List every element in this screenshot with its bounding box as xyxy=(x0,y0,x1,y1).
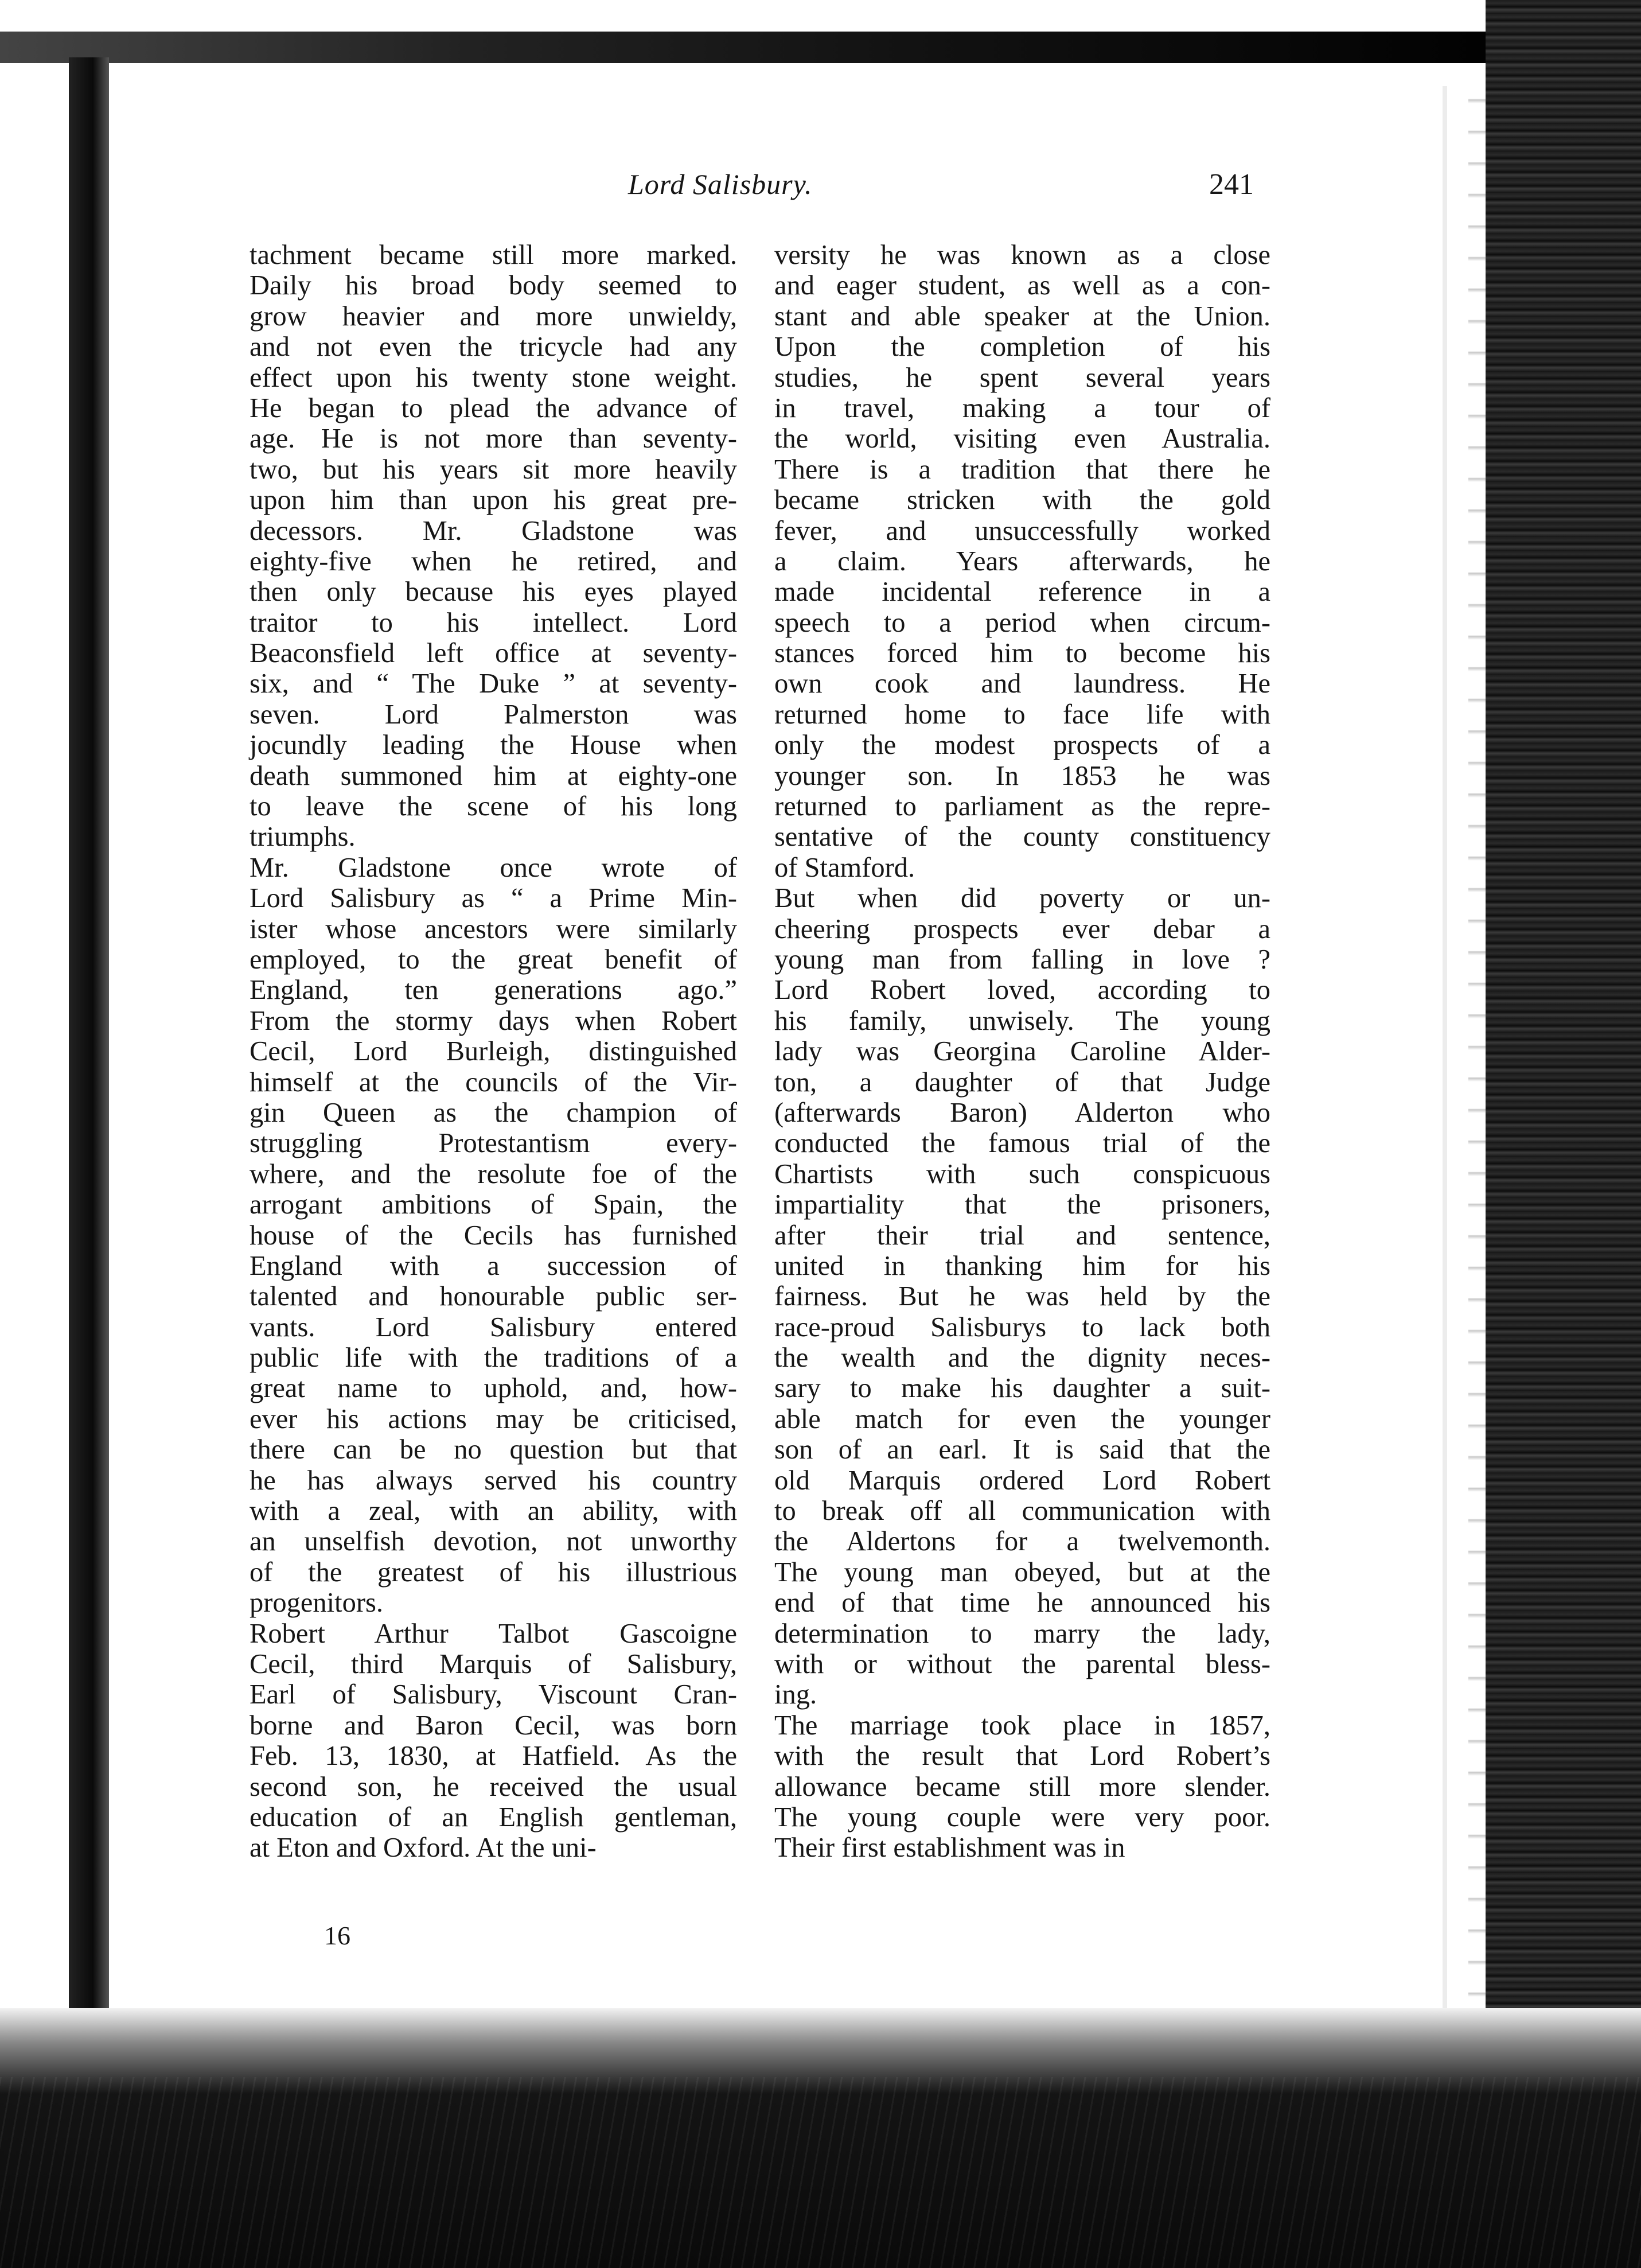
text-line: himself at the councils of the Vir- xyxy=(250,1067,737,1098)
text-line: younger son. In 1853 he was xyxy=(774,760,1270,791)
text-line: studies, he spent several years xyxy=(774,362,1270,393)
right-text-column xyxy=(774,240,1270,1864)
text-line: speech to a period when circum- xyxy=(774,607,1270,638)
text-line: Daily his broad body seemed to xyxy=(250,270,737,301)
text-line: to leave the scene of his long xyxy=(250,791,737,822)
text-line: fairness. But he was held by the xyxy=(774,1281,1270,1312)
text-line: education of an English gentleman, xyxy=(250,1802,737,1833)
text-line: ton, a daughter of that Judge xyxy=(774,1067,1270,1098)
text-line: the Aldertons for a twelvemonth. xyxy=(774,1526,1270,1557)
text-line: six, and “ The Duke ” at seventy- xyxy=(250,668,737,699)
text-line: son of an earl. It is said that the xyxy=(774,1434,1270,1465)
text-line: tachment became still more marked. xyxy=(250,240,737,270)
text-line: there can be no question but that xyxy=(250,1434,737,1465)
text-line: The young man obeyed, but at the xyxy=(774,1557,1270,1588)
text-line: versity he was known as a close xyxy=(774,240,1270,270)
text-line: allowance became still more slender. xyxy=(774,1771,1270,1802)
text-line: But when did poverty or un- xyxy=(774,883,1270,914)
text-line: the world, visiting even Australia. xyxy=(774,423,1270,454)
text-line: death summoned him at eighty-one xyxy=(250,760,737,791)
text-line: age. He is not more than seventy- xyxy=(250,423,737,454)
text-line: triumphs. xyxy=(250,822,356,853)
text-line: his family, unwisely. The young xyxy=(774,1005,1270,1036)
text-line: two, but his years sit more heavily xyxy=(250,454,737,485)
text-line: arrogant ambitions of Spain, the xyxy=(250,1189,737,1220)
text-line: eighty-five when he retired, and xyxy=(250,546,737,577)
text-line: ever his actions may be criticised, xyxy=(250,1403,737,1434)
text-line: became stricken with the gold xyxy=(774,485,1270,516)
text-line: jocundly leading the House when xyxy=(250,730,737,761)
text-line: ister whose ancestors were similarly xyxy=(250,913,737,944)
text-line: after their trial and sentence, xyxy=(774,1220,1270,1251)
text-line: returned to parliament as the repre- xyxy=(774,791,1270,822)
signature-mark: 16 xyxy=(324,1921,350,1950)
text-line: made incidental reference in a xyxy=(774,577,1270,608)
text-line: house of the Cecils has furnished xyxy=(250,1220,737,1251)
text-line: cheering prospects ever debar a xyxy=(774,913,1270,944)
text-line: vants. Lord Salisbury entered xyxy=(250,1312,737,1343)
text-line: in travel, making a tour of xyxy=(774,392,1270,423)
text-line: with the result that Lord Robert’s xyxy=(774,1741,1270,1772)
text-line: He began to plead the advance of xyxy=(250,392,737,423)
text-line: England with a succession of xyxy=(250,1250,737,1281)
text-line: Feb. 13, 1830, at Hatfield. As the xyxy=(250,1741,737,1772)
text-line: to break off all communication with xyxy=(774,1496,1270,1527)
text-line: own cook and laundress. He xyxy=(774,668,1270,699)
text-line: Cecil, Lord Burleigh, distinguished xyxy=(250,1036,737,1067)
text-line: Chartists with such conspicuous xyxy=(774,1158,1270,1189)
text-line: The marriage took place in 1857, xyxy=(774,1710,1270,1741)
text-line: and eager student, as well as a con- xyxy=(774,270,1270,301)
text-line: effect upon his twenty stone weight. xyxy=(250,362,737,393)
text-line: great name to uphold, and, how- xyxy=(250,1373,737,1404)
text-line: struggling Protestantism every- xyxy=(250,1128,737,1159)
text-line: grow heavier and more unwieldy, xyxy=(250,301,737,332)
text-line: united in thanking him for his xyxy=(774,1250,1270,1281)
text-line: and not even the tricycle had any xyxy=(250,332,737,363)
scan-border-right xyxy=(1486,0,1641,2268)
text-line: gin Queen as the champion of xyxy=(250,1097,737,1128)
text-line: of the greatest of his illustrious xyxy=(250,1557,737,1588)
text-line: borne and Baron Cecil, was born xyxy=(250,1710,737,1741)
text-line: sary to make his daughter a suit- xyxy=(774,1373,1270,1404)
text-line: upon him than upon his great pre- xyxy=(250,485,737,516)
text-line: fever, and unsuccessfully worked xyxy=(774,515,1270,546)
text-line: of Stamford. xyxy=(774,852,915,883)
text-line: stances forced him to become his xyxy=(774,638,1270,669)
text-line: Mr. Gladstone once wrote of xyxy=(250,852,737,883)
text-line: conducted the famous trial of the xyxy=(774,1128,1270,1159)
text-line: with a zeal, with an ability, with xyxy=(250,1496,737,1527)
text-line: traitor to his intellect. Lord xyxy=(250,607,737,638)
text-line: Lord Salisbury as “ a Prime Min- xyxy=(250,883,737,914)
text-line: old Marquis ordered Lord Robert xyxy=(774,1465,1270,1496)
text-line: Lord Robert loved, according to xyxy=(774,975,1270,1006)
text-line: The young couple were very poor. xyxy=(774,1802,1270,1833)
text-line: second son, he received the usual xyxy=(250,1771,737,1802)
text-line: only the modest prospects of a xyxy=(774,730,1270,761)
text-line: at Eton and Oxford. At the uni- xyxy=(250,1833,597,1864)
page-edge-right xyxy=(1443,86,1447,2008)
text-line: Robert Arthur Talbot Gascoigne xyxy=(250,1618,737,1649)
text-line: with or without the parental bless- xyxy=(774,1648,1270,1679)
scan-border-bottom-texture xyxy=(0,2077,1641,2268)
text-line: seven. Lord Palmerston was xyxy=(250,699,737,730)
text-line: From the stormy days when Robert xyxy=(250,1005,737,1036)
text-line: There is a tradition that there he xyxy=(774,454,1270,485)
left-text-column xyxy=(250,240,737,1864)
text-line: decessors. Mr. Gladstone was xyxy=(250,515,737,546)
page-number: 241 xyxy=(1209,168,1254,201)
text-line: England, ten generations ago.” xyxy=(250,975,737,1006)
text-line: Their first establishment was in xyxy=(774,1833,1125,1864)
text-line: public life with the traditions of a xyxy=(250,1343,737,1374)
text-line: talented and honourable public ser- xyxy=(250,1281,737,1312)
text-line: Beaconsfield left office at seventy- xyxy=(250,638,737,669)
text-line: Upon the completion of his xyxy=(774,332,1270,363)
running-title: Lord Salisbury. xyxy=(628,168,813,200)
text-line: young man from falling in love ? xyxy=(774,944,1270,975)
text-line: returned home to face life with xyxy=(774,699,1270,730)
text-line: where, and the resolute foe of the xyxy=(250,1158,737,1189)
text-line: (afterwards Baron) Alderton who xyxy=(774,1097,1270,1128)
scan-border-left xyxy=(69,57,109,2100)
text-line: ing. xyxy=(774,1679,817,1710)
text-line: the wealth and the dignity neces- xyxy=(774,1343,1270,1374)
text-line: an unselfish devotion, not unworthy xyxy=(250,1526,737,1557)
text-line: then only because his eyes played xyxy=(250,577,737,608)
text-line: able match for even the younger xyxy=(774,1403,1270,1434)
text-line: impartiality that the prisoners, xyxy=(774,1189,1270,1220)
scan-border-top-strip xyxy=(0,32,1560,63)
text-line: a claim. Years afterwards, he xyxy=(774,546,1270,577)
text-line: race-proud Salisburys to lack both xyxy=(774,1312,1270,1343)
text-line: determination to marry the lady, xyxy=(774,1618,1270,1649)
text-line: end of that time he announced his xyxy=(774,1588,1270,1619)
text-line: Cecil, third Marquis of Salisbury, xyxy=(250,1648,737,1679)
text-line: sentative of the county constituency xyxy=(774,822,1270,853)
text-line: stant and able speaker at the Union. xyxy=(774,301,1270,332)
text-line: employed, to the great benefit of xyxy=(250,944,737,975)
text-line: lady was Georgina Caroline Alder- xyxy=(774,1036,1270,1067)
text-line: progenitors. xyxy=(250,1588,384,1619)
text-line: Earl of Salisbury, Viscount Cran- xyxy=(250,1679,737,1710)
text-line: he has always served his country xyxy=(250,1465,737,1496)
